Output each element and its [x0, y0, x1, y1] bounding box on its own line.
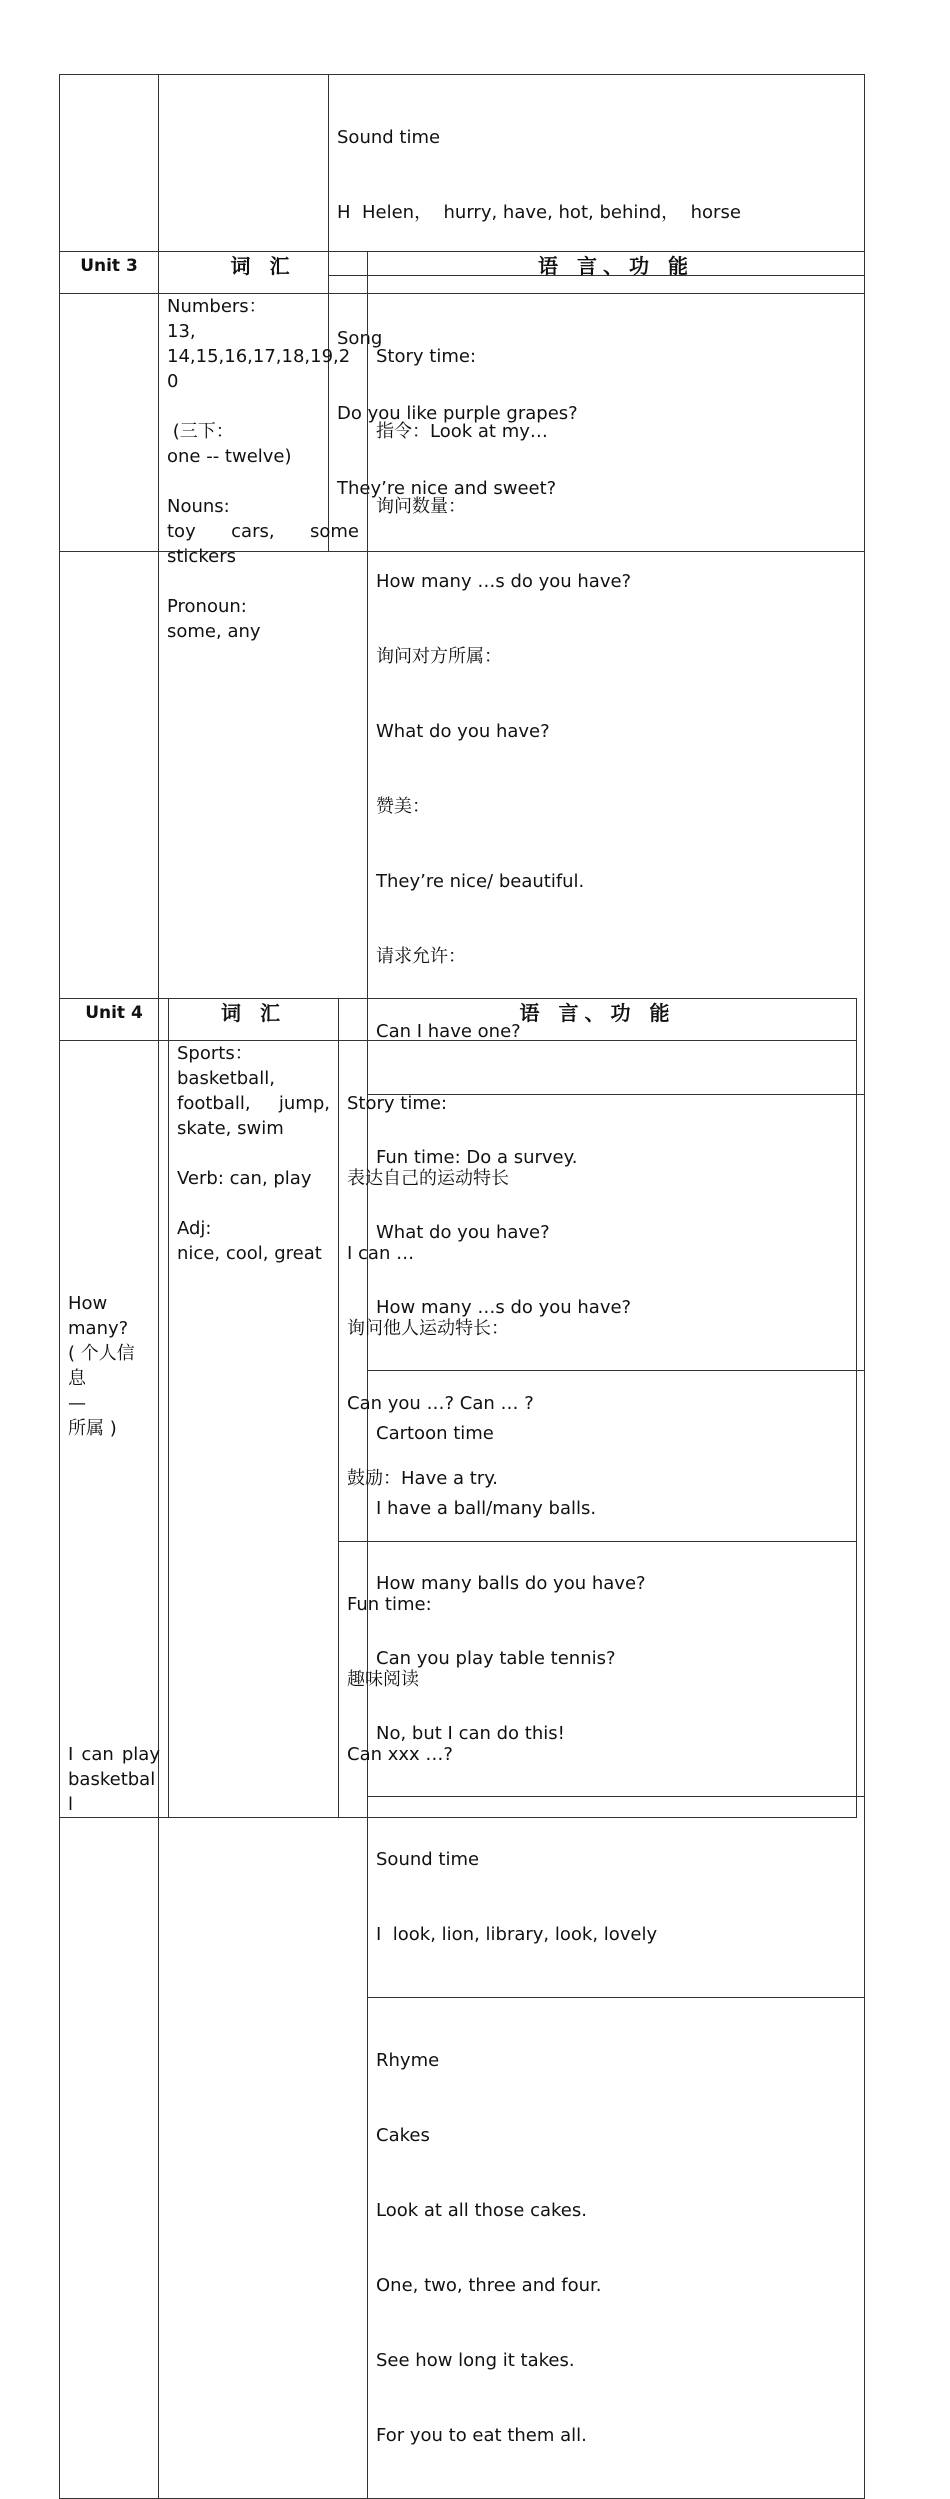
- story-line: 赞美：: [376, 796, 430, 817]
- fun-line: 趣味阅读: [347, 1669, 419, 1690]
- story-line: 指令：Look at my…: [376, 421, 548, 442]
- rhyme-line: Look at all those cakes.: [376, 2200, 587, 2221]
- cartoon-line: Cartoon time: [376, 1423, 494, 1444]
- function-header: 语 言、功 能: [368, 252, 865, 294]
- rhyme-line: Rhyme: [376, 2050, 440, 2071]
- vocab-header: 词 汇: [169, 999, 339, 1041]
- story-line: Can you …? Can … ?: [347, 1393, 534, 1414]
- rhyme-line: Cakes: [376, 2125, 430, 2146]
- sound-line: Sound time: [376, 1849, 480, 1870]
- cartoon-line: Can you play table tennis?: [376, 1648, 616, 1669]
- story-time-cell: [368, 294, 865, 1095]
- vocab-text: Numbers： 13, 14,15,16,17,18,19,20 (三下： one -- twelve) Nouns: toy cars, some stickers Pronoun: some, any: [167, 296, 359, 642]
- story-line: 表达自己的运动特长: [347, 1168, 509, 1189]
- cartoon-line: How many balls do you have?: [376, 1573, 646, 1594]
- fun-line: How many …s do you have?: [376, 1297, 632, 1318]
- rhyme-line: See how long it takes.: [376, 2350, 575, 2371]
- fun-line: Fun time: Do a survey.: [376, 1147, 578, 1168]
- unit-label: Unit 3: [60, 252, 159, 294]
- fun-line: Can xxx …?: [347, 1744, 453, 1765]
- story-line: 询问数量：: [376, 496, 466, 517]
- fun-line: What do you have?: [376, 1222, 550, 1243]
- sound-time-cell: [329, 75, 865, 276]
- function-header: 语 言、功 能: [339, 999, 857, 1041]
- rhyme-line: One, two, three and four.: [376, 2275, 602, 2296]
- rhyme-cell: [368, 1998, 865, 2499]
- story-line: I can …: [347, 1243, 415, 1264]
- sound-time-cell: [368, 1797, 865, 1998]
- fun-time-cell: [339, 1542, 857, 1818]
- vocab-cell: [169, 1041, 339, 1818]
- story-line: They’re nice/ beautiful.: [376, 871, 585, 892]
- story-line: 询问他人运动特长：: [347, 1318, 509, 1339]
- fun-line: Fun time:: [347, 1594, 432, 1615]
- story-line: 询问对方所属：: [376, 646, 502, 667]
- story-line: 请求允许：: [376, 946, 466, 967]
- sound-time-title: Sound time: [337, 127, 441, 148]
- sound-line: I look, lion, library, look, lovely: [376, 1924, 658, 1945]
- cartoon-line: No, but I can do this!: [376, 1723, 565, 1744]
- story-line: 鼓励：Have a try.: [347, 1468, 499, 1489]
- topic-text: I can play basketball: [68, 1744, 166, 1815]
- vocab-text: Sports： basketball, football, jump, skate, swim Verb: can, play Adj: nice, cool, great: [177, 1043, 330, 1264]
- song-line: Do you like purple grapes?: [337, 403, 578, 424]
- rhyme-line: For you to eat them all.: [376, 2425, 587, 2446]
- cartoon-line: I have a ball/many balls.: [376, 1498, 597, 1519]
- song-line: They’re nice and sweet?: [337, 478, 557, 499]
- story-line: How many …s do you have?: [376, 571, 632, 592]
- story-time-cell: [339, 1041, 857, 1542]
- sound-time-words: H Helen， hurry, have, hot, behind， horse: [337, 202, 741, 223]
- story-line: Can I have one?: [376, 1021, 521, 1042]
- story-line: What do you have?: [376, 721, 550, 742]
- topic-text: How many? ( 个人信息 — 所属 ): [68, 1293, 135, 1439]
- story-line: Story time:: [376, 346, 477, 367]
- song-title: Song: [337, 328, 383, 349]
- unit-label: Unit 4: [60, 999, 169, 1041]
- story-line: Story time:: [347, 1093, 448, 1114]
- unit4-table: [59, 998, 857, 1818]
- vocab-header: 词 汇: [159, 252, 368, 294]
- topic-cell: [60, 1041, 169, 1818]
